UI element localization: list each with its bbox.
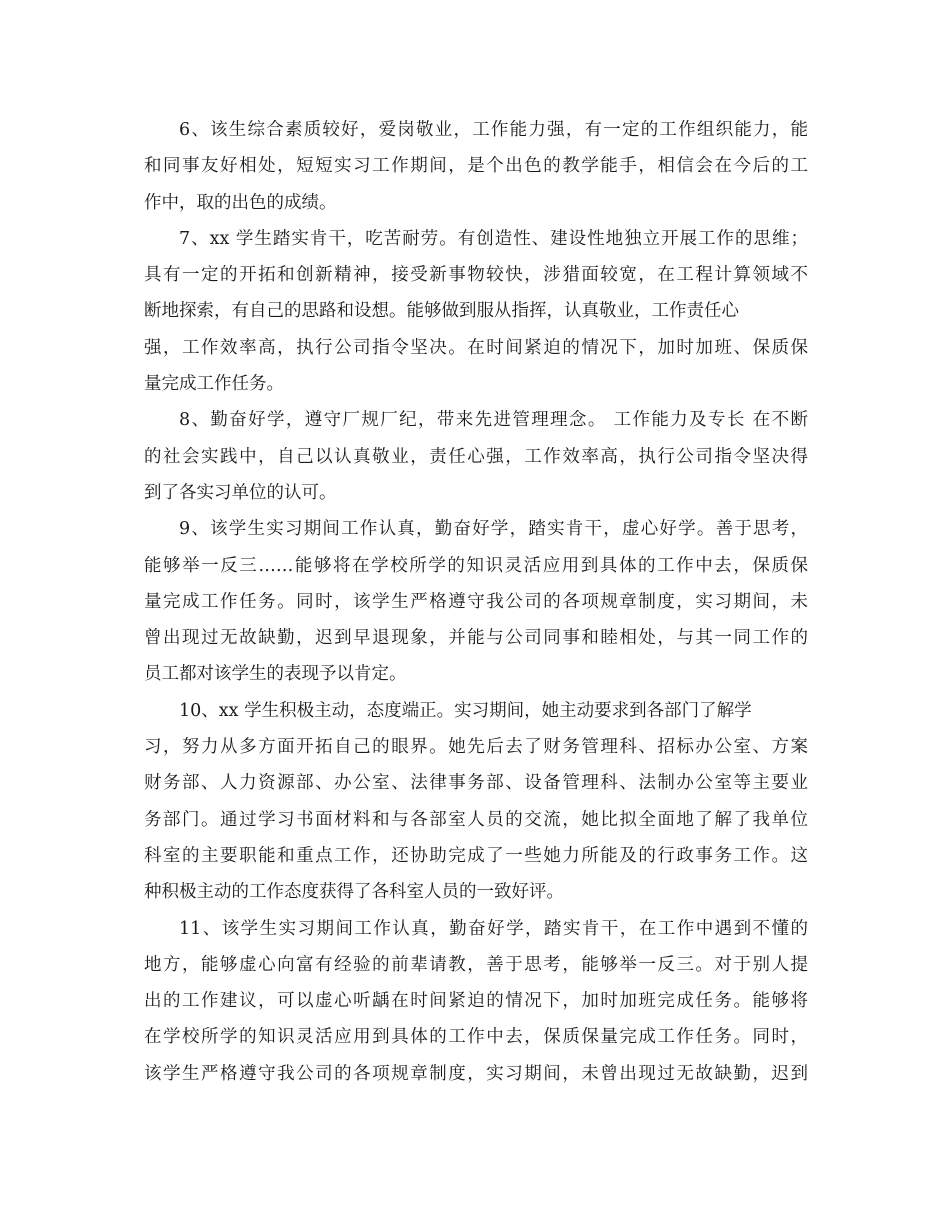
- paragraph-11: [144, 911, 808, 1092]
- paragraph-line: 10、xx 学生积极主动，态度端正。实习期间，她主动要求到各部门了解学: [179, 700, 752, 721]
- paragraph-line: 地方，能够虚心向富有经验的前辈请教，善于思考，能够举一反三。对于别人提: [144, 954, 808, 975]
- paragraph-line: 具有一定的开拓和创新精神，接受新事物较快，涉猎面较宽，在工程计算领域不: [144, 265, 808, 286]
- paragraph-line: 曾出现过无故缺勤，迟到早退现象，并能与公司同事和睦相处，与其一同工作的: [144, 628, 808, 649]
- paragraph-line: 习，努力从多方面开拓自己的眼界。她先后去了财务管理科、招标办公室、方案: [144, 737, 808, 758]
- paragraph-line: 财务部、人力资源部、办公室、法律事务部、设备管理科、法制办公室等主要业: [144, 773, 808, 794]
- paragraph-line: 务部门。通过学习书面材料和与各部室人员的交流，她比拟全面地了解了我单位: [144, 809, 808, 830]
- paragraph-line: 作中，取的出色的成绩。: [144, 192, 337, 213]
- paragraph-line: 科室的主要职能和重点工作，还协助完成了一些她力所能及的行政事务工作。这: [144, 845, 808, 866]
- paragraph-line: 9、该学生实习期间工作认真，勤奋好学，踏实肯干，虚心好学。善于思考，: [179, 519, 808, 540]
- paragraph-line: 到了各实习单位的认可。: [144, 482, 337, 503]
- paragraph-6: [144, 112, 808, 221]
- paragraph-8: [144, 402, 808, 511]
- paragraph-7: [144, 221, 808, 402]
- paragraph-9: [144, 511, 808, 692]
- paragraph-line: 出的工作建议，可以虚心听龋在时间紧迫的情况下，加时加班完成任务。能够将: [144, 991, 808, 1012]
- paragraph-line: 强，工作效率高，执行公司指令坚决。在时间紧迫的情况下，加时加班、保质保: [144, 337, 808, 358]
- paragraph-line: 和同事友好相处，短短实习工作期间，是个出色的教学能手，相信会在今后的工: [144, 156, 808, 177]
- paragraph-line: 的社会实践中，自己以认真敬业，责任心强，工作效率高，执行公司指令坚决得: [144, 446, 808, 467]
- paragraph-line: 6、该生综合素质较好，爱岗敬业，工作能力强，有一定的工作组织能力，能: [179, 120, 808, 140]
- paragraph-line: 量完成工作任务。同时，该学生严格遵守我公司的各项规章制度，实习期间，未: [144, 591, 808, 612]
- paragraph-line: 11、该学生实习期间工作认真，勤奋好学，踏实肯干，在工作中遇到不懂的: [179, 918, 808, 939]
- paragraph-line: 8、勤奋好学，遵守厂规厂纪，带来先进管理理念。 工作能力及专长 在不断: [179, 410, 808, 431]
- paragraph-10: [144, 693, 808, 911]
- paragraph-line: 断地探索，有自己的思路和设想。能够做到服从指挥，认真敬业，工作责任心: [144, 301, 739, 322]
- paragraph-line: 能够举一反三……能够将在学校所学的知识灵活应用到具体的工作中去，保质保: [144, 555, 808, 576]
- paragraph-line: 7、xx 学生踏实肯干，吃苦耐劳。有创造性、建设性地独立开展工作的思维；: [179, 228, 808, 249]
- paragraph-line: 员工都对该学生的表现予以肯定。: [144, 664, 407, 685]
- paragraph-line: 在学校所学的知识灵活应用到具体的工作中去，保质保量完成工作任务。同时，: [144, 1027, 808, 1048]
- paragraph-line: 该学生严格遵守我公司的各项规章制度，实习期间，未曾出现过无故缺勤，迟到: [144, 1063, 808, 1084]
- document-body: [144, 112, 808, 1092]
- paragraph-line: 种积极主动的工作态度获得了各科室人员的一致好评。: [144, 882, 564, 903]
- paragraph-line: 量完成工作任务。: [144, 374, 284, 395]
